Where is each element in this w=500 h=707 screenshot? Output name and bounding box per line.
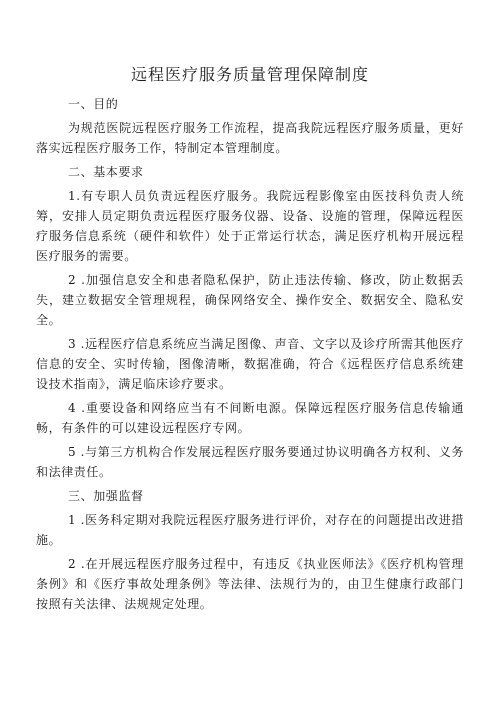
paragraph: 2 .在开展远程医疗服务过程中，有违反《执业医师法》《医疗机构管理条例》和《医疗事故处理条例》等法律、法规行为的，由卫生健康行政部门按照有关法律、法规规定处理。 — [36, 557, 464, 611]
document-title: 远程医疗服务质量管理保障制度 — [130, 65, 369, 84]
paragraph: 3 .远程医疗信息系统应当满足图像、声音、文字以及诊疗所需其他医疗信息的安全、实时传输，图像清晰，数据准确，符合《远程医疗信息系统建设技术指南》，满足临床诊疗要求。 — [36, 337, 464, 391]
section-basic-requirements — [36, 162, 464, 482]
section-heading: 三、加强监督 — [68, 489, 144, 503]
section-heading: 一、目的 — [68, 97, 119, 111]
paragraph: 为规范医院远程医疗服务工作流程，提高我院远程医疗服务质量，更好落实远程医疗服务工作，特制定本管理制度。 — [36, 121, 464, 155]
paragraph: 1.有专职人员负责远程医疗服务。我院远程影像室由医技科负责人统筹，安排人员定期负责远程医疗服务仪器、设备、设施的管理，保障远程医疗服务信息系统（硬件和软件）处于正常运行状态，满足医疗机构开展远程医疗服务的需要。 — [36, 189, 464, 263]
section-heading: 二、基本要求 — [68, 165, 144, 179]
paragraph: 5 .与第三方机构合作发展远程医疗服务要通过协议明确各方权利、义务和法律责任。 — [36, 445, 464, 479]
section-supervision — [36, 486, 464, 614]
paragraph: 2 .加强信息安全和患者隐私保护，防止违法传输、修改，防止数据丢失，建立数据安全管理规程，确保网络安全、操作安全、数据安全、隐私安全。 — [36, 273, 464, 327]
document-body — [36, 94, 464, 618]
section-purpose — [36, 94, 464, 158]
paragraph: 1 .医务科定期对我院远程医疗服务进行评价，对存在的问题提出改进措施。 — [36, 513, 464, 547]
paragraph: 4 .重要设备和网络应当有不间断电源。保障远程医疗服务信息传输通畅，有条件的可以建设远程医疗专网。 — [36, 401, 464, 435]
